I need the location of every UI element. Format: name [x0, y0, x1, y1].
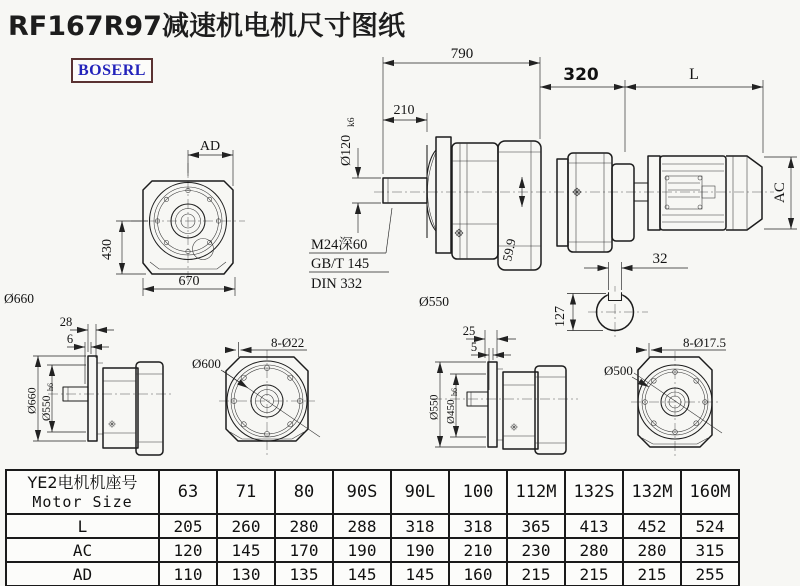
page-title: RF167R97减速机电机尺寸图纸 — [8, 11, 405, 42]
dim-430: 430 — [100, 239, 115, 260]
gearbox-front-view — [4, 139, 245, 306]
dim-d550v: Ø550 — [428, 394, 441, 420]
output-side-view — [429, 324, 579, 454]
dim-d450: Ø450 — [445, 399, 457, 424]
cell: 452 — [623, 514, 681, 538]
main-assembly-view — [309, 46, 797, 309]
dim-320: 320 — [563, 65, 599, 85]
cell: 280 — [275, 514, 333, 538]
cell: 190 — [333, 538, 391, 562]
cell: 318 — [449, 514, 507, 538]
dim-d550h6: Ø550 — [41, 395, 53, 421]
cell: 365 — [507, 514, 565, 538]
cell: 260 — [217, 514, 275, 538]
cell: 120 — [159, 538, 217, 562]
dim-59-9: 59.9 — [499, 237, 519, 263]
label-8-d22: 8-Ø22 — [271, 335, 305, 350]
cell: 288 — [333, 514, 391, 538]
cell: 135 — [275, 562, 333, 586]
dim-AD: AD — [199, 139, 221, 154]
dim-AC: AC — [772, 182, 788, 203]
flange-500-labels — [604, 335, 726, 387]
table-row-AC — [6, 538, 739, 562]
cell: 318 — [391, 514, 449, 538]
dim-L: L — [689, 66, 699, 83]
main-view-dimensions — [309, 46, 797, 309]
dim-790: 790 — [450, 46, 474, 62]
shaft-section-view — [553, 251, 688, 340]
table-header-row — [6, 470, 739, 514]
label-8-d17-5: 8-Ø17.5 — [683, 335, 726, 350]
shaft-side-view — [25, 315, 173, 455]
input-shaft — [383, 178, 427, 203]
header-en: Motor Size — [32, 493, 133, 511]
col-header: 90L — [391, 470, 449, 514]
cell: 145 — [391, 562, 449, 586]
flange-500-view — [604, 335, 726, 456]
dim-d660: Ø660 — [24, 387, 39, 414]
cell: 170 — [275, 538, 333, 562]
label-d660: Ø660 — [4, 291, 34, 306]
cell: 524 — [681, 514, 739, 538]
cell: 215 — [507, 562, 565, 586]
dim-d450-fit: h6 — [450, 388, 459, 396]
cell: 280 — [623, 538, 681, 562]
output-side-outline — [467, 362, 566, 454]
label-d500: Ø500 — [604, 363, 633, 378]
flange-500-outline — [631, 351, 722, 456]
col-header: 80 — [275, 470, 333, 514]
cell: 110 — [159, 562, 217, 586]
cell: 190 — [391, 538, 449, 562]
col-header: 132M — [623, 470, 681, 514]
col-header: 132S — [565, 470, 623, 514]
label-d550: Ø550 — [419, 294, 449, 309]
gearbox-housing — [427, 137, 541, 270]
row-label: L — [6, 514, 159, 538]
row-label: AC — [6, 538, 159, 562]
col-header: 160M — [681, 470, 739, 514]
label-m24: M24深60 — [311, 237, 368, 253]
dim-127: 127 — [553, 306, 568, 327]
cell: 210 — [449, 538, 507, 562]
dim-25: 25 — [462, 324, 476, 338]
motor-body — [634, 156, 762, 230]
cell: 315 — [681, 538, 739, 562]
dim-28: 28 — [59, 315, 73, 329]
dim-32: 32 — [652, 251, 668, 267]
intermediate-stage — [557, 153, 634, 252]
table-row-L — [6, 514, 739, 538]
table-corner-cell — [6, 470, 159, 514]
col-header: 71 — [217, 470, 275, 514]
dim-210: 210 — [393, 103, 415, 118]
table-row-AD — [6, 562, 739, 586]
cell: 215 — [623, 562, 681, 586]
flange-600-outline — [219, 350, 320, 456]
dim-5: 5 — [470, 340, 478, 354]
col-header: 112M — [507, 470, 565, 514]
dim-d120: Ø120 — [339, 134, 354, 166]
cell: 160 — [449, 562, 507, 586]
label-gbt145: GB/T 145 — [311, 256, 370, 272]
cell: 205 — [159, 514, 217, 538]
brand-logo: BOSERL — [71, 58, 153, 83]
dim-6: 6 — [66, 332, 74, 346]
flange-600-view — [192, 335, 320, 456]
label-d600: Ø600 — [192, 356, 221, 371]
shaft-side-dimensions — [25, 315, 115, 441]
dim-d550-fit: h6 — [46, 383, 55, 391]
cell: 280 — [565, 538, 623, 562]
cell: 255 — [681, 562, 739, 586]
row-label: AD — [6, 562, 159, 586]
dim-670: 670 — [178, 274, 200, 289]
cell: 130 — [217, 562, 275, 586]
col-header: 100 — [449, 470, 507, 514]
cell: 230 — [507, 538, 565, 562]
shaft-side-outline — [63, 356, 163, 455]
col-header: 90S — [333, 470, 391, 514]
col-header: 63 — [159, 470, 217, 514]
cell: 145 — [217, 538, 275, 562]
key-dimensions — [553, 251, 688, 331]
cell: 145 — [333, 562, 391, 586]
header-cn: YE2电机机座号 — [27, 473, 138, 492]
cell: 215 — [565, 562, 623, 586]
front-view-outline — [131, 163, 245, 281]
motor-dimension-table — [5, 469, 740, 586]
cell: 413 — [565, 514, 623, 538]
label-din332: DIN 332 — [311, 276, 363, 292]
dim-d120-fit: k6 — [347, 117, 357, 127]
